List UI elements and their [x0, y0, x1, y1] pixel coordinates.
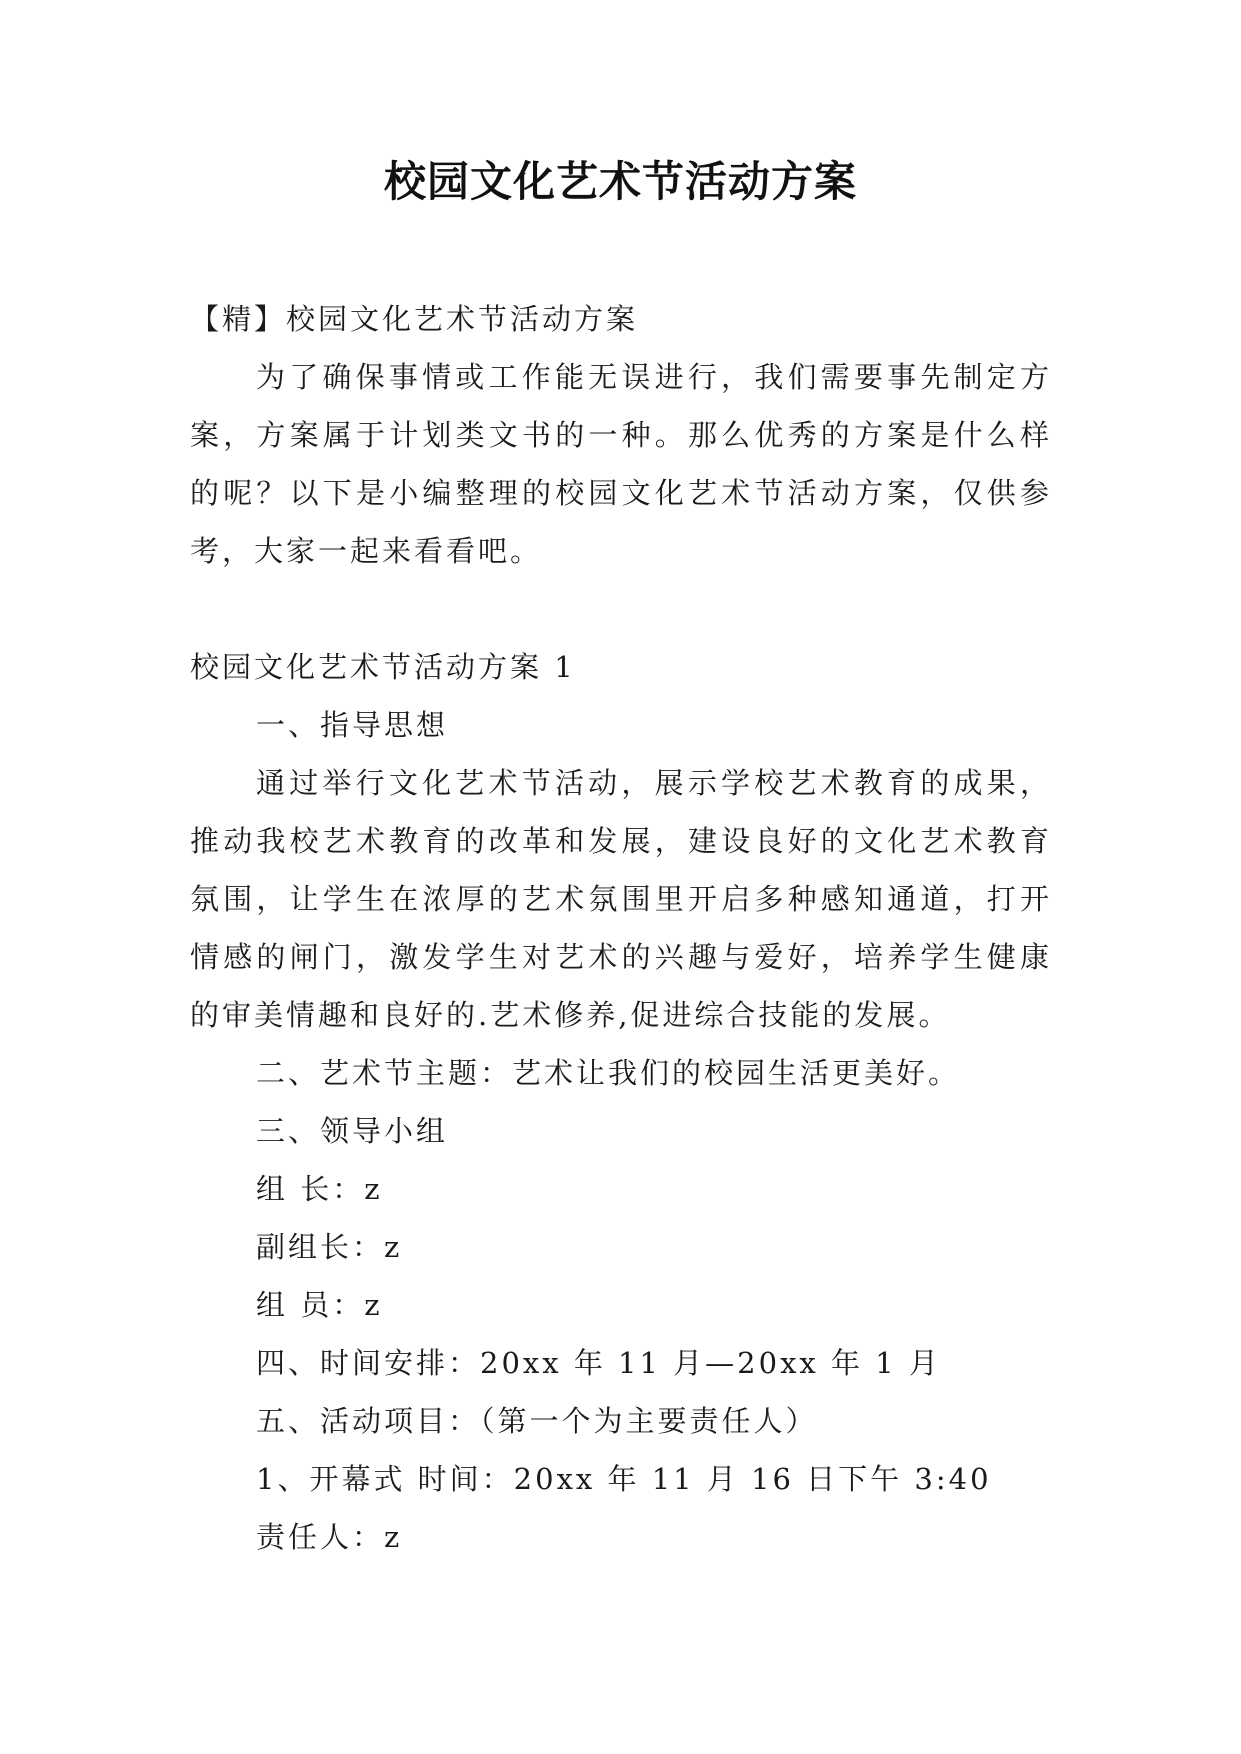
opening-ceremony-line: 1、开幕式 时间：20xx 年 11 月 16 日下午 3:40	[256, 1462, 992, 1496]
responsible-person-line: 责任人：z	[256, 1520, 403, 1554]
deputy-leader-line: 副组长：z	[256, 1230, 403, 1264]
leader-line: 组 长：z	[256, 1172, 383, 1206]
heading-leadership: 三、领导小组	[256, 1114, 449, 1148]
member-line: 组 员：z	[256, 1288, 383, 1322]
document-body	[190, 290, 1052, 1566]
heading-schedule: 四、时间安排：20xx 年 11 月—20xx 年 1 月	[256, 1346, 941, 1380]
section-title: 校园文化艺术节活动方案 1	[190, 650, 576, 684]
document-title: 校园文化艺术节活动方案	[383, 157, 857, 206]
header-line: 【精】校园文化艺术节活动方案	[190, 302, 639, 336]
guiding-thought-paragraph: 通过举行文化艺术节活动，展示学校艺术教育的成果，推动我校艺术教育的改革和发展，建设良好的文化艺术教育氛围，让学生在浓厚的艺术氛围里开启多种感知通道，打开情感的闸门，激发学生对艺术的兴趣与爱好，培养学生健康的审美情趣和良好的.艺术修养,促进综合技能的发展。	[190, 766, 1052, 1032]
heading-activities: 五、活动项目：（第一个为主要责任人）	[256, 1404, 818, 1438]
heading-guiding-thought: 一、指导思想	[256, 708, 449, 742]
heading-theme: 二、艺术节主题：艺术让我们的校园生活更美好。	[256, 1056, 961, 1090]
paragraph-gap	[190, 580, 1052, 638]
intro-paragraph: 为了确保事情或工作能无误进行，我们需要事先制定方案，方案属于计划类文书的一种。那么优秀的方案是什么样的呢？以下是小编整理的校园文化艺术节活动方案，仅供参考，大家一起来看看吧。	[190, 360, 1052, 568]
